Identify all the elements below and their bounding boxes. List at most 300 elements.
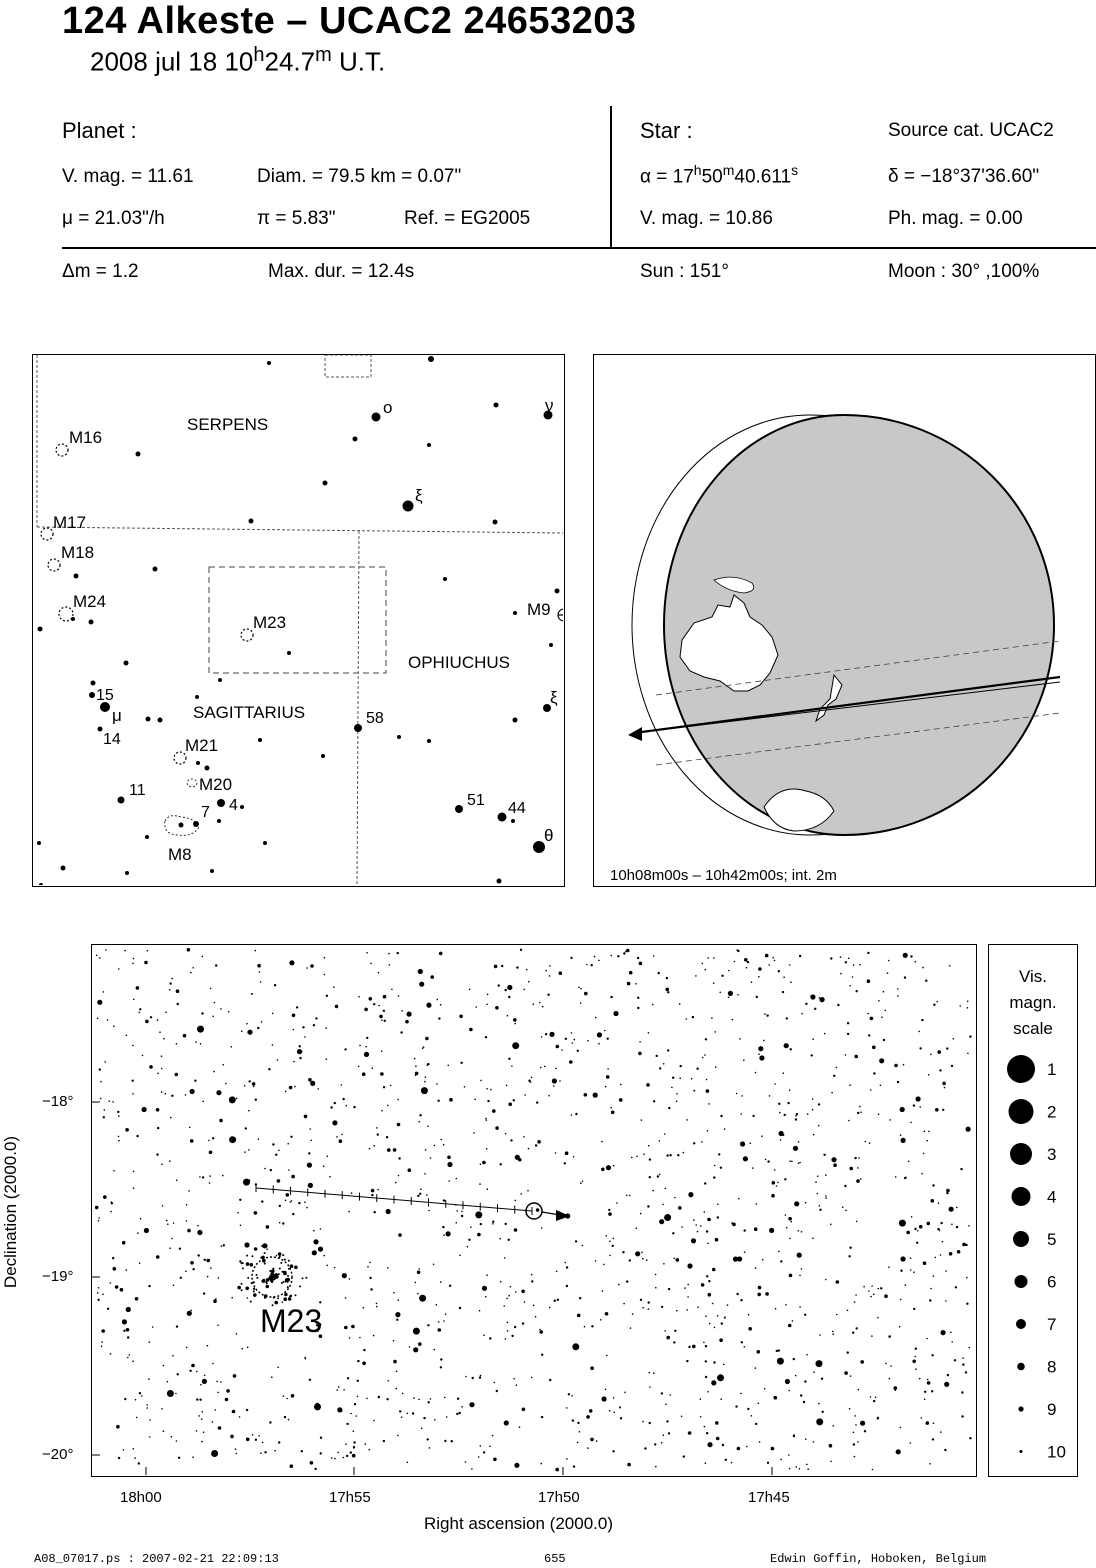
field-star [407, 1462, 409, 1464]
field-star [767, 1160, 769, 1162]
field-star [229, 1096, 236, 1103]
field-star [779, 1112, 781, 1114]
field-star [412, 1412, 414, 1414]
field-star [318, 1247, 323, 1252]
field-star [239, 1199, 241, 1201]
field-star [163, 1365, 165, 1367]
field-star [655, 1466, 657, 1468]
field-star [872, 1469, 874, 1471]
object-label-m21: M21 [185, 736, 219, 755]
field-star [584, 1093, 588, 1097]
field-star [661, 1392, 663, 1394]
field-star [152, 1326, 154, 1328]
field-star [762, 1259, 764, 1261]
field-star [804, 1380, 806, 1382]
x-tick-label: 17h55 [329, 1489, 371, 1506]
star-label-58: 58 [366, 710, 384, 727]
field-star [571, 1395, 573, 1397]
field-star [768, 964, 770, 966]
field-star [966, 1277, 968, 1279]
field-star [924, 1131, 926, 1133]
field-star [691, 1078, 693, 1080]
field-star [417, 1293, 419, 1295]
field-star [565, 1262, 567, 1264]
field-star [559, 971, 563, 975]
field-star [647, 1205, 649, 1207]
field-star [516, 1384, 518, 1386]
field-star [695, 1224, 697, 1226]
minute-value: 24.7 [264, 46, 316, 77]
field-star [600, 1319, 602, 1321]
field-star [812, 1098, 814, 1100]
field-star [900, 1107, 905, 1112]
field-star [642, 1307, 644, 1309]
field-star [713, 957, 715, 959]
field-star [659, 1067, 661, 1069]
field-star [393, 1340, 395, 1342]
field-star [897, 988, 899, 990]
field-star [956, 1207, 958, 1209]
star [217, 819, 221, 823]
field-star [133, 1171, 135, 1173]
field-star [906, 1231, 910, 1235]
planet-vmag: V. mag. = 11.61 [62, 166, 194, 187]
field-star [736, 1093, 738, 1095]
field-star [401, 1416, 403, 1418]
field-star [492, 1223, 494, 1225]
constellation-serpens: SERPENS [187, 415, 269, 434]
field-star [341, 1410, 343, 1412]
field-star [643, 1153, 645, 1155]
field-star [215, 1298, 217, 1300]
field-star [967, 1007, 969, 1009]
field-star [156, 1108, 160, 1112]
field-star [508, 1295, 510, 1297]
field-star [536, 1101, 538, 1103]
field-star [568, 1393, 570, 1395]
field-star [526, 969, 528, 971]
field-star [618, 1284, 620, 1286]
field-star [383, 1010, 385, 1012]
star-label-4: 4 [229, 797, 238, 814]
field-star [487, 994, 489, 996]
field-star [139, 1262, 141, 1264]
cluster-star [287, 1286, 289, 1288]
field-star [210, 988, 212, 990]
field-star [486, 1004, 488, 1006]
field-star [737, 1447, 741, 1451]
star [287, 651, 291, 655]
field-star [687, 1263, 692, 1268]
field-star [735, 1405, 737, 1407]
field-star [715, 1421, 719, 1425]
field-star [857, 1112, 859, 1114]
magnitude-label: 1 [1047, 1060, 1057, 1079]
field-star [931, 1199, 935, 1203]
field-stars [95, 948, 972, 1471]
field-star [220, 1008, 222, 1010]
field-star [469, 989, 471, 991]
field-star [378, 1005, 380, 1007]
field-star [261, 1200, 263, 1202]
field-star [352, 1454, 356, 1458]
field-star [703, 1342, 705, 1344]
field-star [351, 1325, 355, 1329]
field-star [896, 1449, 901, 1454]
field-star [434, 1145, 436, 1147]
field-star [684, 1287, 686, 1289]
field-star [169, 1247, 171, 1249]
field-star [584, 992, 588, 996]
field-star [365, 1443, 367, 1445]
field-star [326, 1058, 328, 1060]
field-star [542, 1006, 544, 1008]
field-star [333, 986, 335, 988]
field-star [230, 1435, 234, 1439]
field-star [812, 1109, 814, 1111]
field-star [479, 1310, 481, 1312]
field-star [573, 1465, 575, 1467]
field-star [169, 989, 171, 991]
star-label-xi-serpens: ξ [415, 486, 423, 505]
field-star [814, 1008, 816, 1010]
field-star [924, 1391, 926, 1393]
field-star [113, 1025, 115, 1027]
field-star [697, 1306, 699, 1308]
field-star [917, 1230, 919, 1232]
field-star [338, 1386, 340, 1388]
field-star [708, 1103, 710, 1105]
field-star [554, 1300, 556, 1302]
field-star [266, 1225, 270, 1229]
field-star [399, 1410, 401, 1412]
cluster-star [263, 1279, 265, 1281]
field-star [290, 1464, 294, 1468]
globe-time-caption: 10h08m00s – 10h42m00s; int. 2m [610, 867, 837, 884]
field-star [606, 1235, 608, 1237]
field-star [819, 1205, 821, 1207]
field-star [723, 1364, 725, 1366]
field-star [337, 1452, 339, 1454]
field-star [822, 1411, 824, 1413]
field-star [813, 1441, 815, 1443]
cluster-star [282, 1271, 284, 1273]
field-star [185, 1094, 187, 1096]
field-star [658, 972, 660, 974]
star [158, 718, 163, 723]
field-star [629, 971, 633, 975]
field-star [940, 1431, 942, 1433]
field-star [865, 1141, 867, 1143]
field-star [524, 1094, 526, 1096]
star [210, 869, 214, 873]
field-star [741, 1095, 743, 1097]
field-star [748, 1314, 750, 1316]
field-star [669, 1394, 671, 1396]
field-star [105, 949, 107, 951]
field-star [713, 1176, 715, 1178]
field-star [136, 1135, 138, 1137]
field-star [304, 1201, 306, 1203]
field-star [309, 1379, 311, 1381]
field-star [676, 1093, 678, 1095]
field-star [418, 1268, 420, 1270]
field-star [257, 1027, 259, 1029]
field-star [396, 1319, 398, 1321]
field-star [870, 1017, 874, 1021]
field-star [144, 1228, 149, 1233]
field-star [707, 1130, 709, 1132]
field-star [508, 1103, 512, 1107]
field-star [486, 1119, 488, 1121]
x-tick-label: 17h50 [538, 1489, 580, 1506]
field-star [142, 1107, 147, 1112]
field-star [553, 1085, 555, 1087]
field-star [818, 1125, 820, 1127]
field-star [922, 967, 924, 969]
field-star [291, 1175, 295, 1179]
field-star [900, 1134, 902, 1136]
globular-m9-icon [558, 609, 563, 621]
field-star [494, 1382, 496, 1384]
field-star [346, 1455, 348, 1457]
field-star [704, 1426, 706, 1428]
field-star [720, 1115, 722, 1117]
field-star [443, 1320, 445, 1322]
field-star [231, 1297, 233, 1299]
field-star [664, 1133, 666, 1135]
field-star [377, 1189, 379, 1191]
field-star [724, 1316, 726, 1318]
cluster-star [256, 1277, 258, 1279]
field-star [852, 976, 854, 978]
field-star [425, 1037, 429, 1041]
field-star [951, 1224, 953, 1226]
field-star [347, 1377, 349, 1379]
star [118, 797, 125, 804]
field-star [758, 1053, 760, 1055]
field-star [548, 1095, 550, 1097]
field-star [185, 1271, 187, 1273]
field-star [507, 1330, 509, 1332]
field-star [248, 1149, 250, 1151]
field-star [379, 1015, 383, 1019]
field-star [447, 1065, 449, 1067]
field-star [914, 1356, 916, 1358]
field-star [531, 1377, 533, 1379]
field-star [97, 1018, 99, 1020]
field-star [516, 966, 518, 968]
field-star [180, 1277, 182, 1279]
field-star [913, 1308, 915, 1310]
field-star [937, 1050, 941, 1054]
field-star [323, 1255, 325, 1257]
field-star [149, 1436, 151, 1438]
field-star [764, 1388, 766, 1390]
field-star [214, 1002, 216, 1004]
field-star [755, 1072, 757, 1074]
earth-globe-panel [593, 354, 1096, 887]
cluster-star [283, 1281, 285, 1283]
field-star [147, 950, 149, 952]
field-star [353, 1106, 355, 1108]
field-star [788, 1390, 790, 1392]
field-star [706, 1432, 708, 1434]
ut-label: U.T. [331, 46, 386, 77]
field-star [819, 1334, 821, 1336]
earth-globe-svg [594, 355, 1094, 885]
field-star [738, 1198, 740, 1200]
field-star [439, 952, 443, 956]
field-star [856, 1179, 860, 1183]
field-star [580, 1002, 582, 1004]
field-star [702, 1057, 704, 1059]
field-star [202, 1101, 204, 1103]
field-star [832, 1331, 834, 1333]
star [179, 823, 184, 828]
field-star [113, 1267, 117, 1271]
field-star [904, 976, 906, 978]
field-star [693, 1219, 695, 1221]
field-star [427, 1125, 429, 1127]
field-star [468, 1239, 470, 1241]
cluster-star [284, 1293, 288, 1297]
field-star [307, 1163, 312, 1168]
field-star [575, 1113, 577, 1115]
field-star [312, 1250, 317, 1255]
star [427, 739, 431, 743]
field-star [610, 1107, 612, 1109]
field-star [789, 1089, 791, 1091]
field-star [456, 1210, 458, 1212]
field-star [766, 1014, 768, 1016]
field-star [97, 1299, 99, 1301]
cluster-star [270, 1279, 274, 1283]
scale-title-line1: Vis. [1018, 967, 1048, 986]
field-star [479, 1376, 481, 1378]
field-star [692, 1016, 694, 1018]
field-star [816, 1418, 823, 1425]
field-star [586, 1415, 590, 1419]
field-star [927, 1381, 931, 1385]
field-star [587, 1040, 589, 1042]
page-title: 124 Alkeste – UCAC2 24653203 [62, 0, 637, 42]
finder-chart [32, 354, 565, 887]
field-star [715, 1031, 717, 1033]
field-star [853, 1443, 855, 1445]
field-star [436, 1304, 438, 1306]
field-star [97, 1000, 102, 1005]
star [136, 452, 141, 457]
field-star [721, 1322, 723, 1324]
field-star [966, 1127, 971, 1132]
field-star [161, 1408, 163, 1410]
field-star [609, 1255, 611, 1257]
field-star [627, 1463, 631, 1467]
field-star [805, 1438, 807, 1440]
field-star [797, 1253, 802, 1258]
field-star [780, 1459, 782, 1461]
field-star [833, 1425, 835, 1427]
field-star [192, 1268, 194, 1270]
y-tick-label: −20° [42, 1446, 74, 1463]
field-star [177, 1373, 179, 1375]
cluster-star [242, 1267, 244, 1269]
field-star [198, 1254, 200, 1256]
field-star [705, 1376, 707, 1378]
star [39, 883, 43, 885]
field-star [784, 1043, 789, 1048]
field-star [260, 981, 262, 983]
field-star [555, 1152, 557, 1154]
field-star [556, 1271, 558, 1273]
field-star [264, 1168, 266, 1170]
field-star [296, 1006, 298, 1008]
field-star [397, 952, 399, 954]
field-star [854, 1456, 856, 1458]
field-star [957, 1250, 961, 1254]
field-star [889, 1119, 891, 1121]
field-star [353, 1441, 355, 1443]
field-star [566, 1407, 568, 1409]
field-star [253, 1086, 255, 1088]
field-star [430, 1398, 432, 1400]
field-star [897, 1081, 899, 1083]
field-star [598, 1043, 600, 1045]
field-star [830, 1224, 832, 1226]
field-star [96, 955, 98, 957]
star [218, 678, 222, 682]
field-star [705, 1462, 707, 1464]
field-star [857, 1167, 859, 1169]
field-star [795, 1375, 797, 1377]
ra-minutes: 50 [701, 166, 723, 188]
field-star [686, 1018, 688, 1020]
field-star [308, 1183, 313, 1188]
asteroid-track [256, 1184, 570, 1221]
magnitude-label: 5 [1047, 1230, 1057, 1249]
field-star [425, 1076, 427, 1078]
magnitude-label: 4 [1047, 1187, 1057, 1207]
field-star [135, 1297, 139, 1301]
field-star [566, 1266, 568, 1268]
boundary-line [357, 531, 359, 885]
field-star [968, 1347, 970, 1349]
field-star [919, 1225, 923, 1229]
field-star [784, 1178, 786, 1180]
star [267, 361, 271, 365]
field-star [426, 1194, 428, 1196]
field-star [103, 991, 105, 993]
field-star [712, 1268, 716, 1272]
field-star [786, 1227, 788, 1229]
field-star [932, 1438, 934, 1440]
field-star [668, 1288, 670, 1290]
field-star [477, 1233, 481, 1237]
field-star [919, 1106, 921, 1108]
field-star [928, 1074, 930, 1076]
field-star [777, 1182, 779, 1184]
field-star [860, 1421, 865, 1426]
field-star [798, 1141, 800, 1143]
field-star [713, 1361, 715, 1363]
field-star [381, 1110, 383, 1112]
star [153, 567, 158, 572]
field-star [326, 1265, 328, 1267]
ra-hours: α = 17 [640, 166, 694, 188]
field-star [890, 1365, 892, 1367]
field-star [711, 1380, 716, 1385]
